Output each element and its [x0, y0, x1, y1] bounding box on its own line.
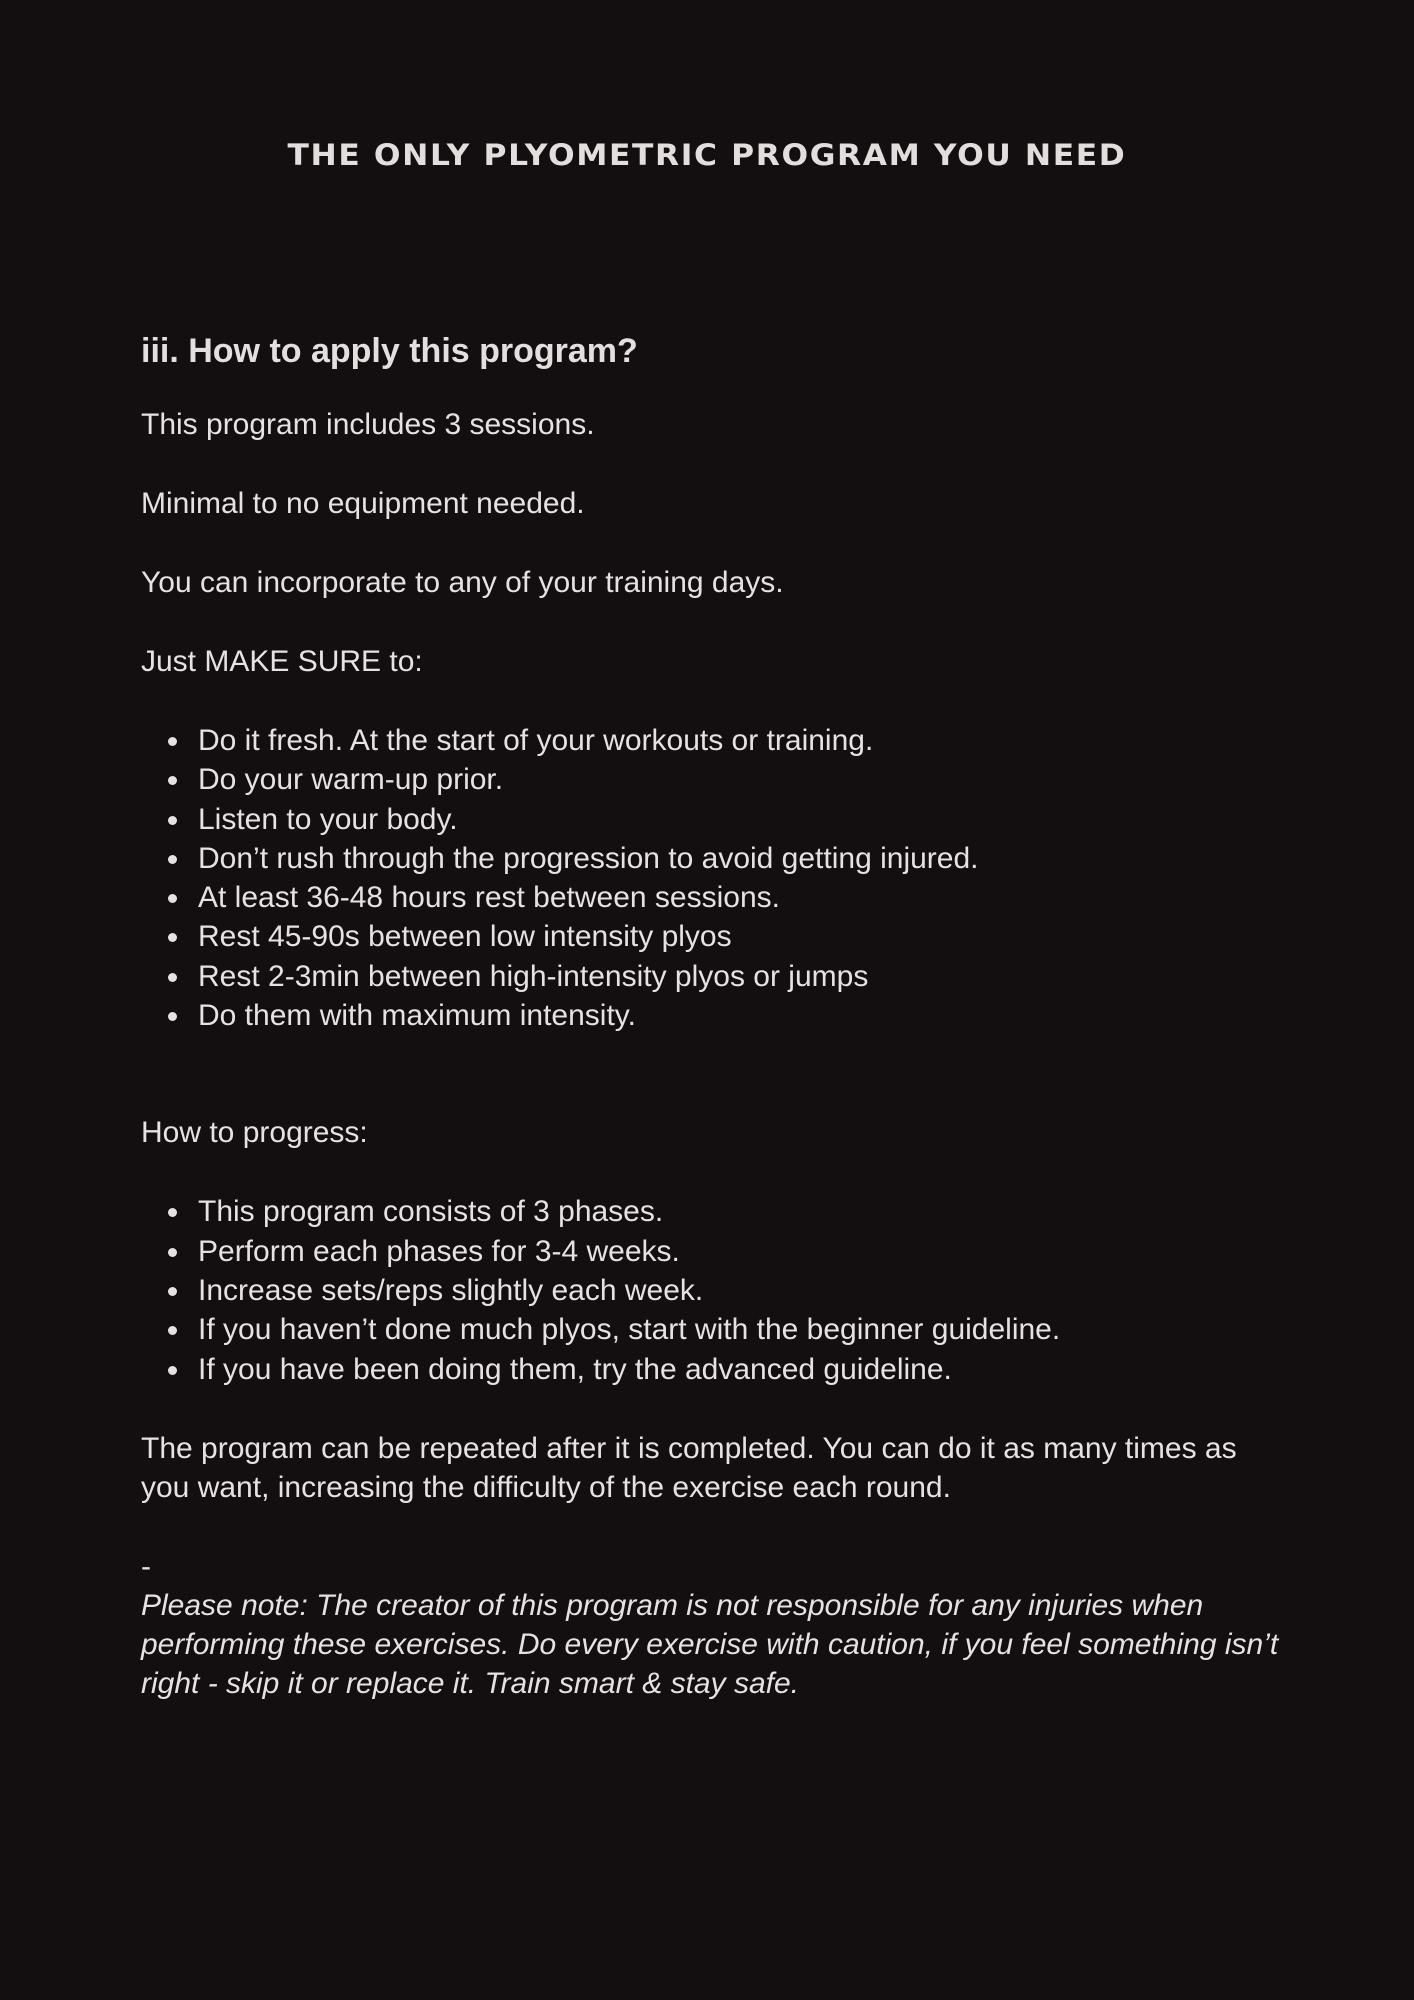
list-item — [198, 957, 1291, 996]
list-item-text: Don’t rush through the progression to avoid getting injured. — [198, 841, 979, 875]
make-sure-heading: Just MAKE SURE to: — [141, 645, 423, 678]
intro-paragraph: Minimal to no equipment needed. — [141, 487, 585, 520]
list-item-text: Rest 45-90s between low intensity plyos — [198, 920, 732, 954]
bullet-icon — [168, 894, 177, 903]
section-heading: iii. How to apply this program? — [141, 332, 638, 370]
document-body — [141, 326, 1291, 1704]
list-item — [198, 878, 1291, 917]
list-item — [198, 800, 1291, 839]
list-item-text: Do your warm-up prior. — [198, 763, 504, 797]
bullet-icon — [168, 737, 177, 746]
bullet-icon — [168, 1012, 177, 1021]
bullet-icon — [168, 1326, 177, 1335]
progress-heading: How to progress: — [141, 1116, 368, 1150]
list-item — [198, 839, 1291, 878]
bullet-icon — [168, 933, 177, 942]
bullet-icon — [168, 973, 177, 982]
bullet-icon — [168, 1287, 177, 1296]
list-item-text: Do it fresh. At the start of your workouts or training. — [198, 724, 874, 757]
disclaimer-note: Please note: The creator of this program is not responsible for any injuries when performing these exercises. Do every exercise with caution, if you feel something isn’t right - skip it or replace it. Train smart & stay safe. — [141, 1588, 1279, 1701]
repeat-paragraph: The program can be repeated after it is completed. You can do it as many times as you want, increasing the difficulty of the exercise each round. — [141, 1431, 1237, 1504]
make-sure-list — [141, 721, 1291, 1035]
list-item-text: Do them with maximum intensity. — [198, 999, 636, 1033]
spacer — [141, 1075, 1291, 1113]
list-item — [198, 996, 1291, 1035]
bullet-icon — [168, 1208, 177, 1217]
bullet-icon — [168, 776, 177, 785]
list-item — [198, 760, 1291, 799]
list-item — [198, 1232, 1291, 1271]
list-item — [198, 1271, 1291, 1310]
bullet-icon — [168, 816, 177, 825]
bullet-icon — [168, 1248, 177, 1257]
list-item — [198, 721, 1291, 760]
intro-paragraph: This program includes 3 sessions. — [141, 408, 595, 441]
list-item-text: Listen to your body. — [198, 802, 458, 836]
list-item-text: Perform each phases for 3-4 weeks. — [198, 1234, 680, 1268]
list-item — [198, 1310, 1291, 1349]
separator-dash: - — [141, 1549, 151, 1583]
list-item-text: Increase sets/reps slightly each week. — [198, 1273, 704, 1307]
page-title: THE ONLY PLYOMETRIC PROGRAM YOU NEED — [287, 138, 1127, 172]
list-item — [198, 1192, 1291, 1231]
list-item-text: Rest 2-3min between high-intensity plyos or jumps — [198, 959, 869, 993]
list-item — [198, 917, 1291, 956]
list-item-text: This program consists of 3 phases. — [198, 1195, 664, 1229]
list-item-text: If you have been doing them, try the advanced guideline. — [198, 1352, 952, 1386]
progress-list — [141, 1192, 1291, 1388]
intro-paragraph: You can incorporate to any of your training days. — [141, 566, 784, 599]
bullet-icon — [168, 855, 177, 864]
list-item — [198, 1350, 1291, 1389]
list-item-text: At least 36-48 hours rest between sessions. — [198, 881, 780, 915]
bullet-icon — [168, 1366, 177, 1375]
list-item-text: If you haven’t done much plyos, start with the beginner guideline. — [198, 1313, 1061, 1347]
